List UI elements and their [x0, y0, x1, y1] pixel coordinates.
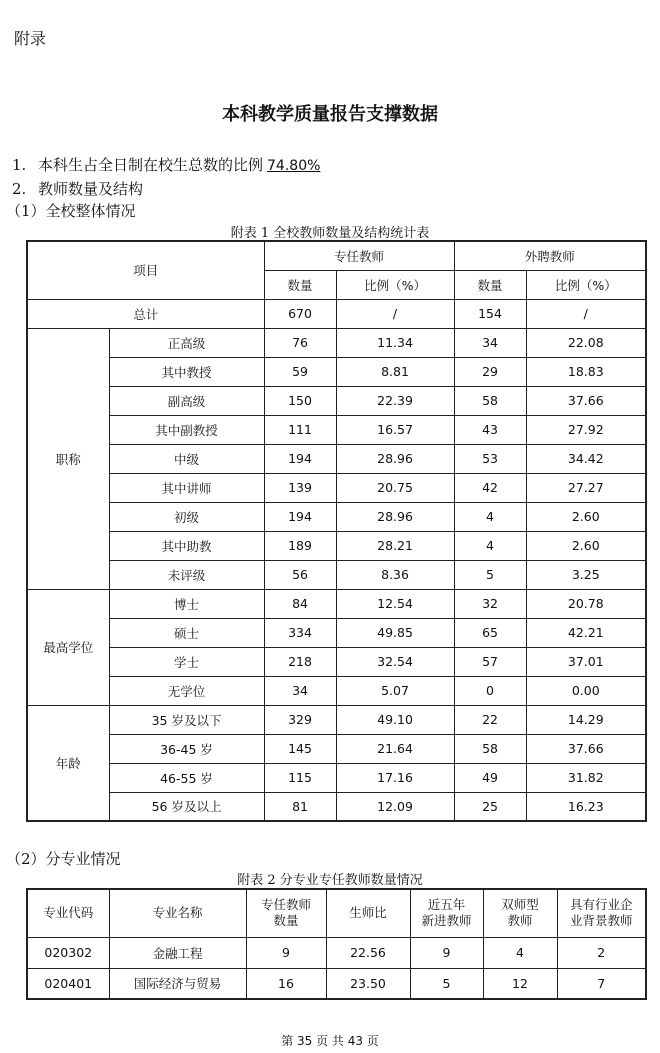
row-label: 硕士	[109, 618, 264, 647]
table-cell: 12	[483, 968, 557, 999]
item-1-number: 1.	[12, 156, 27, 174]
table-row	[27, 968, 646, 999]
section-2-heading: （2）分专业情况	[6, 850, 121, 868]
external-ratio: 42.21	[526, 618, 646, 647]
header-fulltime-count: 数量	[264, 270, 336, 299]
total-fulltime-ratio: /	[336, 299, 454, 328]
fulltime-ratio: 21.64	[336, 734, 454, 763]
item-1-value: 74.80%	[267, 158, 321, 174]
external-count: 57	[454, 647, 526, 676]
fulltime-ratio: 11.34	[336, 328, 454, 357]
external-ratio: 2.60	[526, 531, 646, 560]
table-row	[27, 328, 646, 357]
row-label: 其中教授	[109, 357, 264, 386]
external-ratio: 2.60	[526, 502, 646, 531]
fulltime-count: 189	[264, 531, 336, 560]
table-cell: 9	[246, 937, 326, 968]
external-count: 25	[454, 792, 526, 821]
table-row	[27, 705, 646, 734]
fulltime-count: 59	[264, 357, 336, 386]
external-ratio: 20.78	[526, 589, 646, 618]
row-label: 36-45 岁	[109, 734, 264, 763]
fulltime-count: 145	[264, 734, 336, 763]
group-label: 最高学位	[27, 589, 109, 705]
header-item: 项目	[27, 241, 264, 299]
fulltime-ratio: 28.96	[336, 502, 454, 531]
external-count: 42	[454, 473, 526, 502]
table-cell: 4	[483, 937, 557, 968]
fulltime-count: 194	[264, 502, 336, 531]
external-count: 32	[454, 589, 526, 618]
external-count: 53	[454, 444, 526, 473]
external-ratio: 37.66	[526, 734, 646, 763]
row-label: 学士	[109, 647, 264, 676]
header-external-count: 数量	[454, 270, 526, 299]
external-count: 4	[454, 502, 526, 531]
external-ratio: 18.83	[526, 357, 646, 386]
fulltime-ratio: 22.39	[336, 386, 454, 415]
fulltime-ratio: 8.81	[336, 357, 454, 386]
external-count: 65	[454, 618, 526, 647]
table-cell: 23.50	[326, 968, 410, 999]
page-footer: 第 35 页 共 43 页	[281, 1034, 379, 1048]
row-label: 56 岁及以上	[109, 792, 264, 821]
row-label: 博士	[109, 589, 264, 618]
table-cell: 16	[246, 968, 326, 999]
table-row	[27, 357, 646, 386]
item-2-text: 教师数量及结构	[38, 180, 144, 198]
column-header: 专业名称	[109, 889, 246, 937]
external-ratio: 31.82	[526, 763, 646, 792]
total-external-count: 154	[454, 299, 526, 328]
external-count: 29	[454, 357, 526, 386]
external-ratio: 14.29	[526, 705, 646, 734]
fulltime-ratio: 16.57	[336, 415, 454, 444]
table-row	[27, 763, 646, 792]
fulltime-ratio: 49.85	[336, 618, 454, 647]
row-label: 正高级	[109, 328, 264, 357]
fulltime-ratio: 49.10	[336, 705, 454, 734]
external-count: 49	[454, 763, 526, 792]
fulltime-ratio: 5.07	[336, 676, 454, 705]
row-label: 其中讲师	[109, 473, 264, 502]
table-cell: 2	[557, 937, 646, 968]
table-row	[27, 647, 646, 676]
table-row	[27, 734, 646, 763]
table-cell: 7	[557, 968, 646, 999]
fulltime-count: 150	[264, 386, 336, 415]
external-count: 43	[454, 415, 526, 444]
row-label: 其中副教授	[109, 415, 264, 444]
fulltime-count: 115	[264, 763, 336, 792]
row-label: 未评级	[109, 560, 264, 589]
table-row	[27, 502, 646, 531]
total-label: 总计	[27, 299, 264, 328]
row-label: 无学位	[109, 676, 264, 705]
fulltime-count: 76	[264, 328, 336, 357]
column-header: 专任教师 数量	[246, 889, 326, 937]
item-2-number: 2.	[12, 180, 27, 198]
column-header: 双师型 教师	[483, 889, 557, 937]
row-label: 中级	[109, 444, 264, 473]
group-label: 职称	[27, 328, 109, 589]
fulltime-ratio: 28.96	[336, 444, 454, 473]
external-ratio: 27.27	[526, 473, 646, 502]
external-count: 34	[454, 328, 526, 357]
external-count: 4	[454, 531, 526, 560]
group-label: 年龄	[27, 705, 109, 821]
item-2	[12, 178, 143, 199]
column-header: 近五年 新进教师	[410, 889, 483, 937]
external-count: 5	[454, 560, 526, 589]
fulltime-count: 194	[264, 444, 336, 473]
item-1-text: 本科生占全日制在校生总数的比例	[38, 156, 264, 174]
external-ratio: 37.01	[526, 647, 646, 676]
external-count: 0	[454, 676, 526, 705]
fulltime-count: 218	[264, 647, 336, 676]
table-row	[27, 386, 646, 415]
fulltime-count: 139	[264, 473, 336, 502]
column-header: 生师比	[326, 889, 410, 937]
table-row	[27, 589, 646, 618]
fulltime-count: 334	[264, 618, 336, 647]
teacher-structure-table	[26, 240, 647, 822]
major-teacher-table	[26, 888, 647, 1000]
fulltime-ratio: 20.75	[336, 473, 454, 502]
table-cell: 国际经济与贸易	[109, 968, 246, 999]
table-row	[27, 792, 646, 821]
item-1	[12, 154, 320, 175]
appendix-label: 附录	[14, 29, 47, 48]
fulltime-count: 111	[264, 415, 336, 444]
section-1-heading: （1）全校整体情况	[6, 202, 136, 220]
fulltime-count: 81	[264, 792, 336, 821]
total-fulltime-count: 670	[264, 299, 336, 328]
table-row	[27, 937, 646, 968]
table-cell: 金融工程	[109, 937, 246, 968]
external-ratio: 0.00	[526, 676, 646, 705]
fulltime-ratio: 17.16	[336, 763, 454, 792]
table-cell: 020302	[27, 937, 109, 968]
header-external: 外聘教师	[454, 241, 646, 270]
fulltime-ratio: 32.54	[336, 647, 454, 676]
fulltime-ratio: 8.36	[336, 560, 454, 589]
table-cell: 22.56	[326, 937, 410, 968]
fulltime-ratio: 12.09	[336, 792, 454, 821]
external-ratio: 37.66	[526, 386, 646, 415]
fulltime-count: 34	[264, 676, 336, 705]
table-row	[27, 676, 646, 705]
table-cell: 020401	[27, 968, 109, 999]
table-1-caption: 附表 1 全校教师数量及结构统计表	[230, 226, 430, 241]
header-fulltime-ratio: 比例（%）	[336, 270, 454, 299]
page-title: 本科教学质量报告支撑数据	[222, 104, 438, 125]
table-row	[27, 618, 646, 647]
table-cell: 5	[410, 968, 483, 999]
external-count: 58	[454, 734, 526, 763]
row-label: 其中助教	[109, 531, 264, 560]
teacher-structure-table-body	[27, 241, 646, 821]
external-ratio: 16.23	[526, 792, 646, 821]
external-count: 22	[454, 705, 526, 734]
header-external-ratio: 比例（%）	[526, 270, 646, 299]
total-external-ratio: /	[526, 299, 646, 328]
table-2-caption: 附表 2 分专业专任教师数量情况	[237, 873, 423, 888]
row-label: 初级	[109, 502, 264, 531]
column-header: 具有行业企 业背景教师	[557, 889, 646, 937]
row-label: 副高级	[109, 386, 264, 415]
external-ratio: 22.08	[526, 328, 646, 357]
table-row	[27, 560, 646, 589]
row-label: 35 岁及以下	[109, 705, 264, 734]
external-ratio: 3.25	[526, 560, 646, 589]
fulltime-ratio: 12.54	[336, 589, 454, 618]
fulltime-count: 56	[264, 560, 336, 589]
table-row	[27, 415, 646, 444]
table-row	[27, 531, 646, 560]
fulltime-count: 329	[264, 705, 336, 734]
fulltime-count: 84	[264, 589, 336, 618]
table-cell: 9	[410, 937, 483, 968]
row-label: 46-55 岁	[109, 763, 264, 792]
external-count: 58	[454, 386, 526, 415]
header-fulltime: 专任教师	[264, 241, 454, 270]
external-ratio: 27.92	[526, 415, 646, 444]
fulltime-ratio: 28.21	[336, 531, 454, 560]
column-header: 专业代码	[27, 889, 109, 937]
table-header-row	[27, 889, 646, 937]
table-row	[27, 473, 646, 502]
major-teacher-table-body	[27, 889, 646, 999]
external-ratio: 34.42	[526, 444, 646, 473]
table-row	[27, 444, 646, 473]
